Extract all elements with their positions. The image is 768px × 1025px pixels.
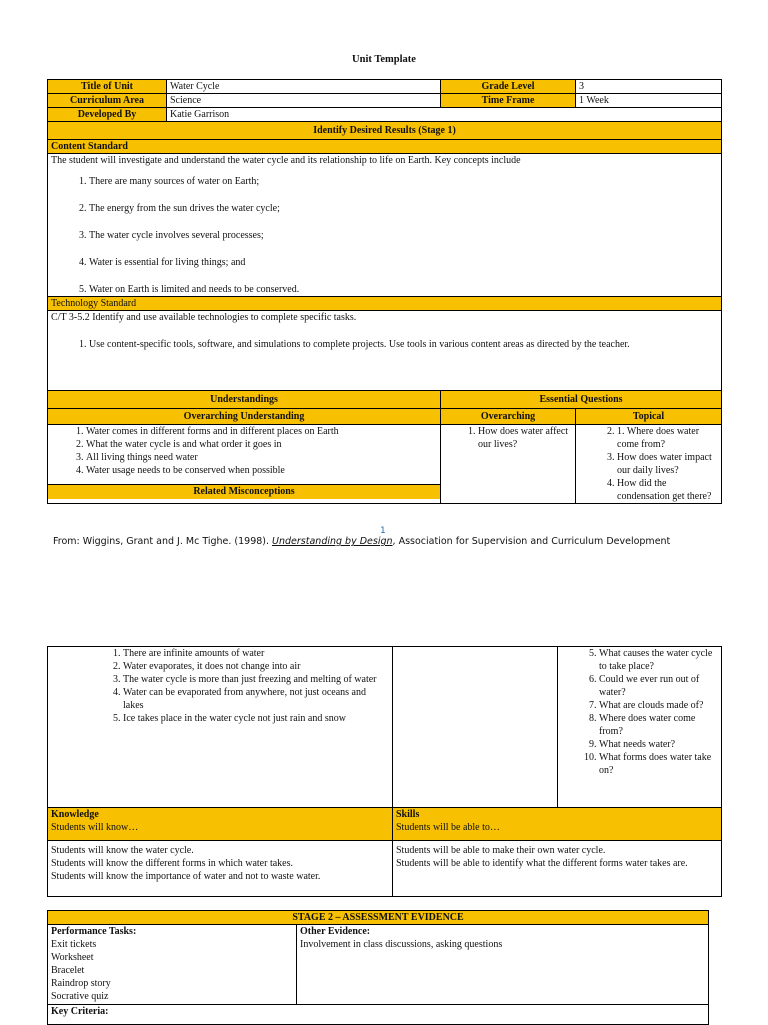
footnote-number: 1 bbox=[380, 526, 386, 536]
list-item: 7. What are clouds made of? bbox=[599, 699, 718, 712]
list-item: 3. The water cycle involves several processes; bbox=[89, 229, 718, 242]
list-item: 2. Water evaporates, it does not change into air bbox=[123, 660, 389, 673]
list-item: 8. Where does water come from? bbox=[599, 712, 718, 738]
overarching-list bbox=[444, 425, 572, 451]
list-item: 4. Water usage needs to be conserved when possible bbox=[86, 464, 440, 477]
grade-level-label: Grade Level bbox=[441, 80, 576, 94]
skills-cell bbox=[393, 841, 722, 897]
overarching-cell bbox=[441, 425, 576, 504]
unit-template-table bbox=[47, 79, 722, 504]
skills-sub: Students will be able to… bbox=[396, 822, 500, 833]
technology-standard-intro: C/T 3-5.2 Identify and use available technologies to complete specific tasks. bbox=[51, 312, 357, 323]
topical-list-continued bbox=[561, 647, 718, 777]
list-item: 6. Could we ever run out of water? bbox=[599, 673, 718, 699]
topical-cell-continued bbox=[558, 647, 722, 808]
misconceptions-list bbox=[51, 647, 389, 725]
skills-header bbox=[393, 808, 722, 841]
footnote-book-title: Understanding by Design bbox=[272, 536, 393, 547]
grade-level-value: 3 bbox=[576, 80, 722, 94]
knowledge-cell bbox=[48, 841, 393, 897]
knowledge-item: Students will know the different forms in which water takes. bbox=[51, 858, 293, 869]
list-item: 3. All living things need water bbox=[86, 451, 440, 464]
content-standard-intro: The student will investigate and understand the water cycle and its relationship to life on Earth. Key concepts include bbox=[51, 155, 521, 166]
knowledge-label: Knowledge bbox=[51, 809, 99, 820]
overarching-understanding-label: Overarching Understanding bbox=[48, 409, 441, 425]
curriculum-area-value: Science bbox=[167, 94, 441, 108]
list-item: 9. What needs water? bbox=[599, 738, 718, 751]
list-item: 5. Ice takes place in the water cycle not just rain and snow bbox=[123, 712, 389, 725]
list-item: 10. What forms does water take on? bbox=[599, 751, 718, 777]
overarching-cell-continued bbox=[393, 647, 558, 808]
footnote-prefix: From: Wiggins, Grant and J. Mc Tighe. (1998). bbox=[53, 536, 273, 547]
performance-tasks-label: Performance Tasks: bbox=[51, 926, 137, 937]
stage1-heading: Identify Desired Results (Stage 1) bbox=[48, 122, 722, 140]
title-of-unit-value: Water Cycle bbox=[167, 80, 441, 94]
performance-tasks-cell bbox=[48, 925, 297, 1005]
content-standard-cell bbox=[48, 154, 722, 297]
performance-task-item: Raindrop story bbox=[51, 978, 111, 989]
topical-cell bbox=[576, 425, 722, 504]
key-criteria-label: Key Criteria: bbox=[48, 1005, 709, 1025]
technology-standard-cell bbox=[48, 311, 722, 391]
performance-task-item: Socrative quiz bbox=[51, 991, 109, 1002]
stage2-heading: STAGE 2 – ASSESSMENT EVIDENCE bbox=[48, 911, 709, 925]
understandings-list bbox=[48, 425, 440, 477]
list-item: 3. The water cycle is more than just freezing and melting of water bbox=[123, 673, 389, 686]
list-item: 1. Use content-specific tools, software, and simulations to complete projects. Use tools in various content areas as directed by the teacher. bbox=[89, 338, 718, 351]
time-frame-label: Time Frame bbox=[441, 94, 576, 108]
knowledge-sub: Students will know… bbox=[51, 822, 139, 833]
other-evidence-text: Involvement in class discussions, asking questions bbox=[300, 939, 503, 950]
misconceptions-cell bbox=[48, 647, 393, 808]
developed-by-label: Developed By bbox=[48, 108, 167, 122]
list-item: 4. Water is essential for living things; and bbox=[89, 256, 718, 269]
performance-task-item: Bracelet bbox=[51, 965, 85, 976]
performance-task-item: Exit tickets bbox=[51, 939, 97, 950]
stage2-table bbox=[47, 910, 709, 1025]
list-item: 1. There are infinite amounts of water bbox=[123, 647, 389, 660]
list-item: 2. The energy from the sun drives the water cycle; bbox=[89, 202, 718, 215]
knowledge-item: Students will know the importance of water and not to waste water. bbox=[51, 871, 321, 882]
related-misconceptions-label: Related Misconceptions bbox=[48, 484, 440, 499]
other-evidence-label: Other Evidence: bbox=[300, 926, 371, 937]
topical-list bbox=[579, 425, 718, 503]
content-standard-list bbox=[51, 175, 718, 296]
page-title: Unit Template bbox=[352, 54, 416, 65]
time-frame-value: 1 Week bbox=[576, 94, 722, 108]
overarching-label: Overarching bbox=[441, 409, 576, 425]
list-item: 1. How does water affect our lives? bbox=[478, 425, 572, 451]
list-item: 1. There are many sources of water on Earth; bbox=[89, 175, 718, 188]
essential-questions-label: Essential Questions bbox=[441, 391, 722, 409]
footnote-suffix: , Association for Supervision and Curriculum Development bbox=[392, 536, 671, 547]
continuation-table bbox=[47, 646, 722, 897]
topical-label: Topical bbox=[576, 409, 722, 425]
technology-standard-list bbox=[51, 338, 718, 351]
other-evidence-cell bbox=[297, 925, 709, 1005]
title-of-unit-label: Title of Unit bbox=[48, 80, 167, 94]
knowledge-header bbox=[48, 808, 393, 841]
developed-by-value: Katie Garrison bbox=[167, 108, 722, 122]
skills-item: Students will be able to identify what the different forms water takes are. bbox=[396, 858, 688, 869]
understandings-label: Understandings bbox=[48, 391, 441, 409]
list-item: 3. How does water impact our daily lives? bbox=[617, 451, 718, 477]
list-item: 4. Water can be evaporated from anywhere, not just oceans and lakes bbox=[123, 686, 389, 712]
performance-task-item: Worksheet bbox=[51, 952, 94, 963]
footnote-text bbox=[53, 536, 670, 547]
knowledge-item: Students will know the water cycle. bbox=[51, 845, 194, 856]
understandings-cell bbox=[48, 425, 441, 504]
list-item: 5. What causes the water cycle to take place? bbox=[599, 647, 718, 673]
list-item: 2. 1. Where does water come from? bbox=[617, 425, 718, 451]
list-item: 2. What the water cycle is and what order it goes in bbox=[86, 438, 440, 451]
list-item: 1. Water comes in different forms and in different places on Earth bbox=[86, 425, 440, 438]
list-item: 4. How did the condensation get there? bbox=[617, 477, 718, 503]
list-item: 5. Water on Earth is limited and needs to be conserved. bbox=[89, 283, 718, 296]
curriculum-area-label: Curriculum Area bbox=[48, 94, 167, 108]
technology-standard-label: Technology Standard bbox=[48, 297, 722, 311]
skills-label: Skills bbox=[396, 809, 420, 820]
skills-item: Students will be able to make their own water cycle. bbox=[396, 845, 606, 856]
content-standard-label: Content Standard bbox=[48, 140, 722, 154]
